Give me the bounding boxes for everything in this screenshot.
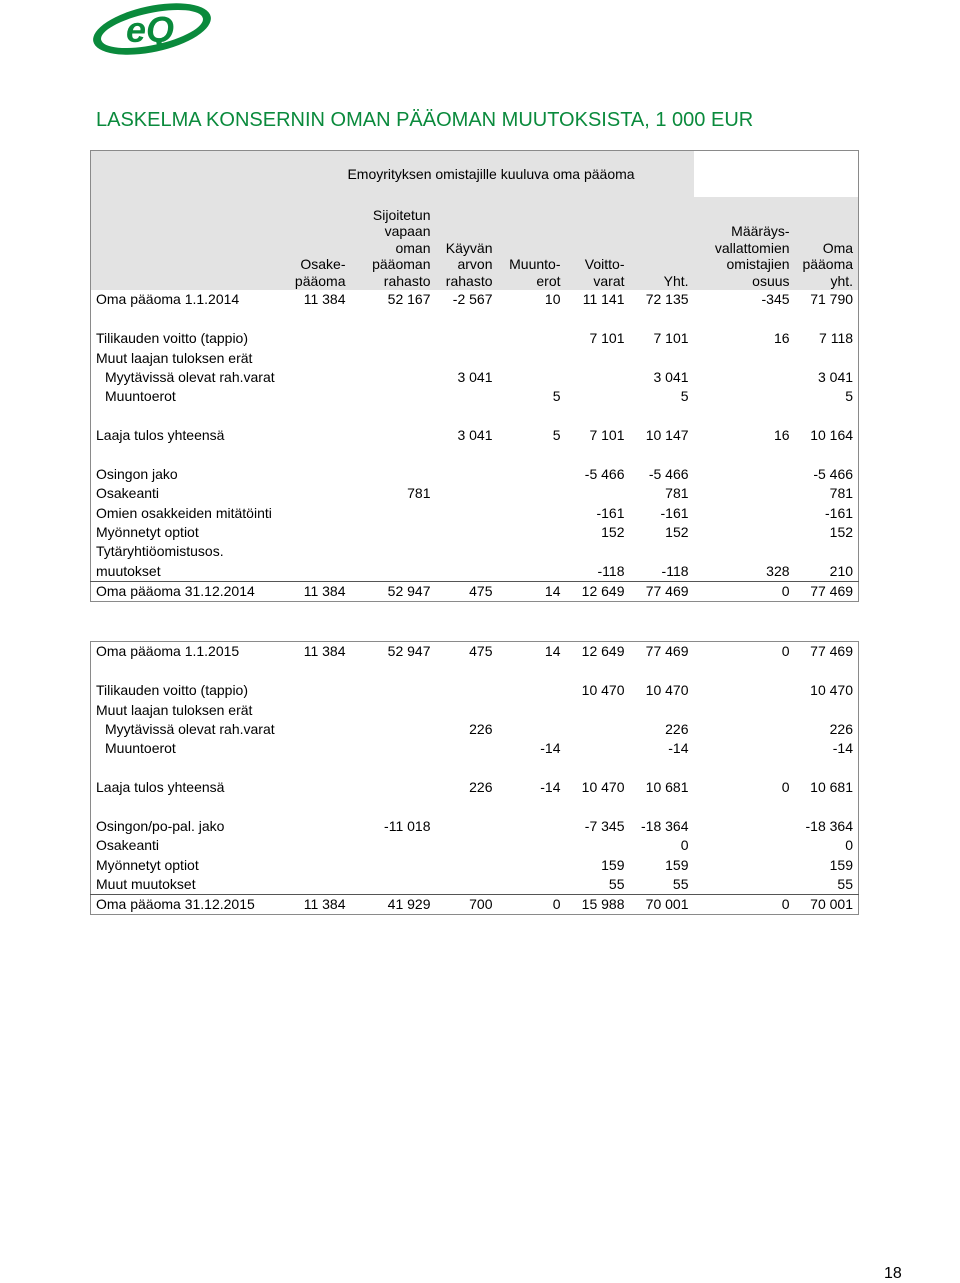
table-cell: 226 — [829, 720, 853, 737]
table-cell: 7 118 — [819, 330, 854, 347]
table-row — [91, 720, 859, 739]
table-cell — [436, 739, 498, 758]
table-cell: -5 466 — [584, 465, 625, 482]
table-cell: 0 — [498, 895, 566, 915]
table-cell: 11 384 — [289, 581, 351, 601]
table-cell — [498, 484, 566, 503]
table-cell: 72 135 — [645, 291, 689, 308]
table-cell: 70 001 — [630, 895, 694, 915]
table-cell — [289, 855, 351, 874]
table-cell: 77 469 — [810, 643, 853, 660]
row-label: Osakeanti — [96, 837, 160, 854]
col-header-line: osuus — [752, 272, 790, 289]
table-cell: 55 — [672, 876, 689, 893]
table-cell — [694, 484, 795, 503]
table-cell — [436, 836, 498, 855]
table-cell: -14 — [540, 740, 561, 757]
table-cell: 10 — [544, 291, 561, 308]
table-cell: -18 364 — [641, 817, 689, 834]
table-cell: 10 681 — [810, 779, 853, 796]
table-cell: 10 147 — [645, 427, 689, 444]
table-cell — [498, 465, 566, 484]
table-cell: 16 — [773, 427, 790, 444]
table-cell: 71 790 — [810, 291, 854, 308]
table-cell — [289, 681, 351, 700]
table-row — [91, 855, 859, 874]
table-cell — [694, 503, 795, 522]
col-header-line: vallattomien — [714, 239, 790, 256]
table-cell: 475 — [469, 643, 493, 660]
table-cell — [351, 681, 436, 700]
table-cell: 7 101 — [653, 330, 689, 347]
table-cell — [351, 778, 436, 797]
page-title: LASKELMA KONSERNIN OMAN PÄÄOMAN MUUTOKSISTA, 1 000 EUR — [96, 109, 754, 131]
table-cell — [498, 817, 566, 836]
col-header-line: Muunto- — [509, 256, 561, 272]
table-cell — [694, 855, 795, 874]
table-cell — [694, 387, 795, 406]
table-cell — [498, 855, 566, 874]
table-cell: 3 041 — [457, 427, 493, 444]
table-cell: 781 — [665, 485, 689, 502]
table-row — [91, 561, 859, 581]
col-header — [289, 197, 351, 290]
col-header-line: omistajien — [726, 256, 790, 272]
col-header-line: pääoman — [372, 256, 431, 272]
table-cell — [351, 465, 436, 484]
col-header-line: vapaan — [384, 223, 431, 239]
table-cell — [351, 387, 436, 406]
table-cell: 10 470 — [581, 779, 625, 796]
table-cell: 77 469 — [630, 581, 694, 601]
table-cell — [436, 387, 498, 406]
table-cell: 11 384 — [303, 643, 346, 660]
col-header — [566, 197, 630, 290]
col-header-line: yht. — [830, 272, 854, 289]
table-cell — [498, 720, 566, 739]
col-header-line: erot — [536, 272, 561, 289]
col-header-line: oman — [395, 239, 431, 256]
table-cell — [566, 739, 630, 758]
table-cell: 55 — [837, 876, 853, 893]
table-cell — [498, 561, 566, 581]
table-cell — [289, 426, 351, 445]
table-cell: 16 — [773, 330, 790, 347]
table-row — [91, 426, 859, 445]
table-cell — [351, 855, 436, 874]
table-cell: -345 — [761, 291, 790, 308]
table-cell: 0 — [694, 581, 795, 601]
table-cell: 152 — [601, 524, 625, 541]
table-cell — [436, 875, 498, 895]
table-cell: 11 384 — [303, 291, 346, 308]
table-cell: 0 — [680, 837, 689, 854]
table-cell — [566, 368, 630, 387]
table-cell: -161 — [660, 504, 689, 521]
table-cell: 77 469 — [645, 643, 689, 660]
table-cell — [498, 523, 566, 542]
table-cell — [566, 836, 630, 855]
col-header-line: pääoma — [294, 272, 346, 289]
table-cell: 475 — [436, 581, 498, 601]
table-cell — [694, 739, 795, 758]
table-cell: -161 — [825, 504, 854, 521]
table-cell — [694, 523, 795, 542]
col-header — [694, 197, 795, 290]
table-cell — [351, 836, 436, 855]
table-cell — [351, 329, 436, 348]
table-cell — [498, 875, 566, 895]
table-cell — [351, 426, 436, 445]
table-cell: 0 — [781, 643, 790, 660]
table-cell: 10 470 — [810, 682, 853, 699]
col-header-line: Voitto- — [584, 256, 625, 272]
table-cell — [566, 387, 630, 406]
table-cell — [436, 503, 498, 522]
table-cell: -14 — [832, 740, 853, 757]
table-row — [91, 581, 859, 601]
table-cell: -5 466 — [648, 465, 689, 482]
table-cell: 0 — [845, 837, 853, 854]
table-cell — [694, 368, 795, 387]
page-number: 18 — [884, 1265, 902, 1282]
table-cell — [289, 465, 351, 484]
table-cell: 0 — [781, 779, 790, 796]
table-cell: 5 — [552, 388, 561, 405]
table-cell — [436, 817, 498, 836]
table-row — [91, 290, 859, 309]
table-cell: 159 — [829, 856, 853, 873]
table-cell: 12 649 — [581, 643, 625, 660]
table-cell: 700 — [436, 895, 498, 915]
equity-table-2015 — [90, 641, 859, 915]
table-cell: 3 041 — [653, 368, 689, 385]
table-cell: -118 — [597, 562, 625, 579]
table-cell: 7 101 — [589, 330, 625, 347]
row-label: Osingon jako — [96, 465, 178, 482]
row-label: Myytävissä olevat rah.varat — [105, 368, 275, 385]
col-header-line: Osake- — [300, 256, 346, 272]
table-cell: 52 947 — [387, 643, 431, 660]
table-row — [91, 895, 859, 915]
row-label: Oma pääoma 1.1.2014 — [96, 291, 240, 308]
table-cell: -14 — [668, 740, 689, 757]
row-label: Laaja tulos yhteensä — [96, 779, 225, 796]
table-cell: -2 567 — [452, 291, 493, 308]
table-cell: 3 041 — [817, 368, 854, 385]
row-label: Osakeanti — [96, 485, 160, 502]
table-cell — [351, 503, 436, 522]
row-label: Tytäryhtiöomistusos. — [96, 543, 224, 560]
table-cell: 226 — [665, 720, 689, 737]
row-label: Myönnetyt optiot — [96, 856, 199, 873]
table-row — [91, 681, 859, 700]
table-cell: 11 384 — [289, 895, 351, 915]
table-row — [91, 329, 859, 348]
table-cell: 70 001 — [795, 895, 859, 915]
table-cell: 210 — [829, 562, 854, 579]
row-label: muutokset — [96, 562, 161, 579]
col-header-line: arvon — [457, 256, 493, 272]
table-cell — [289, 503, 351, 522]
table-cell — [436, 329, 498, 348]
table-cell — [436, 681, 498, 700]
table-cell: 52 947 — [351, 581, 436, 601]
col-header — [795, 197, 859, 290]
table-cell: 5 — [552, 427, 561, 444]
table-cell: 5 — [845, 388, 854, 405]
eq-logo — [90, 2, 220, 56]
col-header-line: Yht. — [663, 272, 689, 289]
table-cell — [566, 720, 630, 739]
group-header-row — [91, 151, 859, 198]
row-label: Tilikauden voitto (tappio) — [96, 682, 249, 699]
col-header — [630, 197, 694, 290]
group-header: Emoyrityksen omistajille kuuluva oma pääoma — [289, 151, 694, 198]
table-cell: 781 — [407, 485, 431, 502]
table-cell: -5 466 — [813, 465, 854, 482]
table-cell: -118 — [661, 562, 689, 579]
table-cell — [351, 561, 436, 581]
table-cell — [498, 329, 566, 348]
table-row — [91, 465, 859, 484]
table-cell — [289, 836, 351, 855]
table-cell — [498, 503, 566, 522]
table-row — [91, 817, 859, 836]
table-cell: 77 469 — [795, 581, 859, 601]
table-cell: 10 470 — [645, 682, 689, 699]
table-cell: 10 470 — [581, 682, 625, 699]
table-cell — [289, 778, 351, 797]
table-cell — [289, 523, 351, 542]
logo-text: eQ — [126, 9, 175, 50]
table-cell: 11 141 — [582, 291, 625, 308]
table-cell: -14 — [540, 779, 561, 796]
col-header-line: Sijoitetun — [372, 206, 431, 223]
row-label: Omien osakkeiden mitätöinti — [96, 504, 272, 521]
table-cell: 41 929 — [351, 895, 436, 915]
table-cell — [436, 523, 498, 542]
table-cell: 55 — [608, 876, 625, 893]
table-cell: 12 649 — [566, 581, 630, 601]
table-cell — [694, 465, 795, 484]
table-cell — [289, 720, 351, 739]
section-label: Muut laajan tuloksen erät — [96, 701, 253, 718]
table-row — [91, 368, 859, 387]
col-header — [351, 197, 436, 290]
table-cell — [351, 875, 436, 895]
col-header-line: rahasto — [383, 272, 431, 289]
table-cell — [289, 484, 351, 503]
table-row — [91, 503, 859, 522]
col-header-line: pääoma — [802, 256, 854, 272]
row-label: Muut muutokset — [96, 876, 196, 893]
table-cell: 10 164 — [810, 427, 854, 444]
table-cell: 14 — [544, 643, 561, 660]
table-row — [91, 642, 859, 662]
row-label: Osingon/po-pal. jako — [96, 817, 225, 834]
table-cell: -18 364 — [805, 817, 853, 834]
col-header-line: Määräys- — [731, 223, 790, 239]
table-cell: 159 — [665, 856, 689, 873]
table-cell — [289, 387, 351, 406]
row-label: Myytävissä olevat rah.varat — [105, 720, 275, 737]
table-cell: 5 — [680, 388, 689, 405]
row-label: Muuntoerot — [105, 388, 176, 405]
row-label: Tilikauden voitto (tappio) — [96, 330, 249, 347]
table-cell: 152 — [665, 524, 689, 541]
table-cell: 14 — [498, 581, 566, 601]
table-cell — [436, 465, 498, 484]
table-cell: 0 — [694, 895, 795, 915]
table-cell: 52 167 — [387, 291, 431, 308]
table-cell — [289, 368, 351, 387]
table-cell: 226 — [469, 779, 493, 796]
table-cell — [694, 681, 795, 700]
table-cell: -7 345 — [584, 817, 625, 834]
table-cell — [694, 875, 795, 895]
table-cell: -11 018 — [384, 817, 431, 834]
table-row — [91, 836, 859, 855]
table-cell — [351, 739, 436, 758]
table-cell — [289, 561, 351, 581]
table-row — [91, 778, 859, 797]
section-label: Muut laajan tuloksen erät — [96, 349, 253, 366]
col-header-line: Käyvän — [445, 239, 493, 256]
table-cell: 781 — [829, 485, 854, 502]
table-cell — [694, 836, 795, 855]
table-cell: 3 041 — [457, 368, 493, 385]
table-cell — [566, 484, 630, 503]
row-label: Oma pääoma 1.1.2015 — [96, 643, 240, 660]
col-header — [498, 197, 566, 290]
table-cell — [498, 368, 566, 387]
row-label: Muuntoerot — [105, 740, 176, 757]
table-cell — [351, 368, 436, 387]
col-header-line: Oma — [822, 239, 854, 256]
table-cell — [436, 561, 498, 581]
table-row — [91, 739, 859, 758]
row-label: Laaja tulos yhteensä — [96, 427, 225, 444]
col-header-line: varat — [593, 272, 625, 289]
table-cell — [694, 720, 795, 739]
table-cell — [289, 329, 351, 348]
table-row — [91, 875, 859, 895]
table-row — [91, 523, 859, 542]
table-cell — [498, 836, 566, 855]
table-cell — [289, 875, 351, 895]
table-cell — [289, 817, 351, 836]
column-header-row — [91, 197, 859, 290]
table-cell — [351, 720, 436, 739]
table-cell: 15 988 — [566, 895, 630, 915]
table-cell — [436, 484, 498, 503]
table-row — [91, 484, 859, 503]
table-cell: 152 — [829, 524, 854, 541]
table-cell: 7 101 — [589, 427, 625, 444]
table-cell: -161 — [596, 504, 625, 521]
table-row — [91, 387, 859, 406]
table-cell: 10 681 — [645, 779, 689, 796]
table-cell — [351, 523, 436, 542]
table-cell — [694, 817, 795, 836]
col-header — [436, 197, 498, 290]
table-cell: 226 — [469, 720, 493, 737]
row-label: Myönnetyt optiot — [96, 524, 199, 541]
row-label: Oma pääoma 31.12.2014 — [91, 581, 289, 601]
table-cell: 159 — [601, 856, 625, 873]
table-cell — [498, 681, 566, 700]
table-cell: 328 — [766, 562, 790, 579]
row-label: Oma pääoma 31.12.2015 — [91, 895, 289, 915]
table-cell — [289, 739, 351, 758]
equity-table-2014 — [90, 150, 859, 602]
col-header-line: rahasto — [445, 272, 493, 289]
table-cell — [436, 855, 498, 874]
